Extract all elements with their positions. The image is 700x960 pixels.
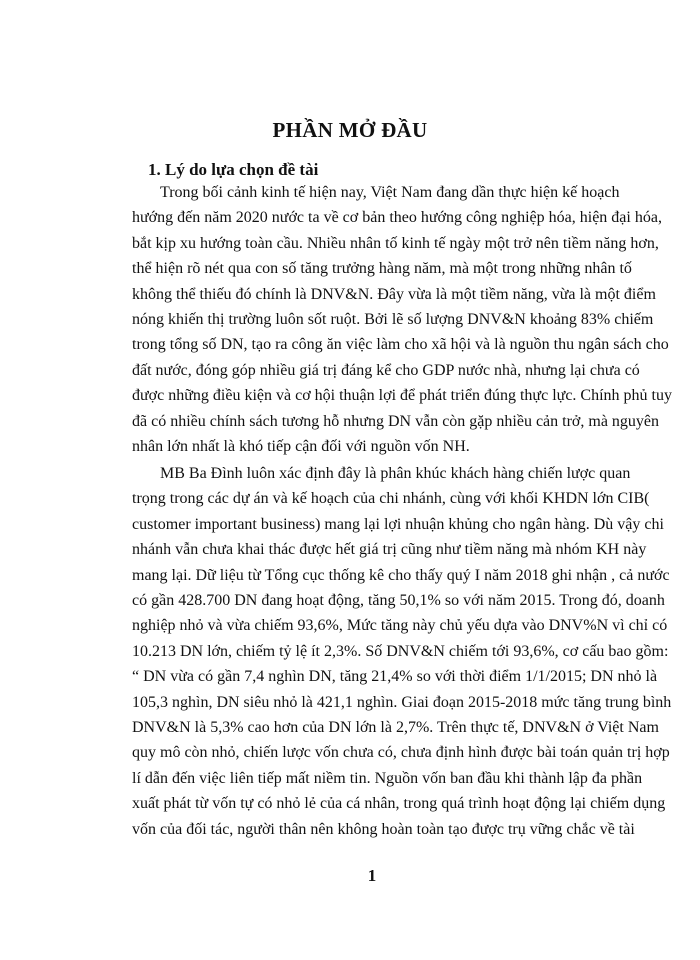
text-line: nghiệp nhỏ và vừa chiếm 93,6%, Mức tăng này chủ yếu dựa vào DNV%N vì chỉ có xyxy=(132,617,668,635)
text-line: 105,3 nghìn, DN siêu nhỏ là 421,1 nghìn. Giai đoạn 2015-2018 mức tăng trung bình xyxy=(132,693,672,711)
paragraph-1 xyxy=(132,180,672,459)
text-line: Trong bối cảnh kinh tế hiện nay, Việt Nam đang dần thực hiện kế hoạch xyxy=(160,184,620,201)
text-line: “ DN vừa có gần 7,4 nghìn DN, tăng 21,4% so với thời điểm 1/1/2015; DN nhỏ là xyxy=(132,668,658,686)
section-heading: 1. Lý do lựa chọn đề tài xyxy=(148,160,319,179)
text-line: 10.213 DN lớn, chiếm tỷ lệ ít 2,3%. Số DNV&N chiếm tới 93,6%, cơ cấu bao gồm: xyxy=(132,642,669,660)
text-line: trong tổng số DN, tạo ra công ăn việc làm cho xã hội và là nguồn thu ngân sách cho xyxy=(132,336,669,354)
text-line: mang lại. Dữ liệu từ Tổng cục thống kê cho thấy quý I năm 2018 ghi nhận , cả nước xyxy=(132,566,670,584)
text-line: customer important business) mang lại lợi nhuận khủng cho ngân hàng. Dù vậy chi xyxy=(132,515,664,533)
text-line: được những điều kiện và cơ hội thuận lợi để phát triển đúng thực lực. Chính phủ tuy xyxy=(132,387,672,405)
text-line: đất nước, đóng góp nhiều giá trị đáng kể cho GDP nước nhà, nhưng lại chưa có xyxy=(132,361,640,379)
text-line: không thể thiếu đó chính là DNV&N. Đây vừa là một tiềm năng, vừa là một điểm xyxy=(132,285,656,303)
text-line: nhánh vẫn chưa khai thác được hết giá trị cũng như tiềm năng mà nhóm KH này xyxy=(132,541,647,559)
text-line: MB Ba Đình luôn xác định đây là phân khúc khách hàng chiến lược quan xyxy=(160,465,631,482)
text-line: DNV&N là 5,3% cao hơn của DN lớn là 2,7%. Trên thực tế, DNV&N ở Việt Nam xyxy=(132,719,659,737)
text-line: đã có nhiều chính sách tương hỗ nhưng DN vẫn còn gặp nhiều cản trở, mà nguyên xyxy=(132,412,660,430)
text-line: có gần 428.700 DN đang hoạt động, tăng 50,1% so với năm 2015. Trong đó, doanh xyxy=(132,592,665,610)
text-line: hướng đến năm 2020 nước ta về cơ bản theo hướng công nghiệp hóa, hiện đại hóa, xyxy=(132,209,662,227)
text-line: nhân lớn nhất là khó tiếp cận đối với nguồn vốn NH. xyxy=(132,438,470,456)
text-line: nóng khiến thị trường luôn sốt ruột. Bởi lẽ số lượng DNV&N khoảng 83% chiếm xyxy=(132,311,654,329)
page-title: PHẦN MỞ ĐẦU xyxy=(272,118,428,142)
paragraph-2 xyxy=(132,461,672,842)
text-line: vốn của đối tác, người thân nên không hoàn toàn tạo được trụ vững chắc về tài xyxy=(132,820,635,838)
text-line: thể hiện rõ nét qua con số tăng trưởng hàng năm, mà một trong những nhân tố xyxy=(132,260,632,278)
text-line: trọng trong các dự án và kế hoạch của chi nhánh, cùng với khối KHDN lớn CIB( xyxy=(132,490,650,508)
page-number: 1 xyxy=(367,866,377,885)
text-line: xuất phát từ vốn tự có nhỏ lẻ của cá nhân, trong quá trình hoạt động lại chiếm dụng xyxy=(132,795,666,813)
text-line: bắt kịp xu hướng toàn cầu. Nhiều nhân tố kinh tế ngày một trở nên tiềm năng hơn, xyxy=(132,234,659,252)
text-line: lí dẫn đến việc liên tiếp mất niềm tin. Nguồn vốn ban đầu khi thành lập đa phần xyxy=(132,769,643,787)
text-line: quy mô còn nhỏ, chiến lược vốn chưa có, chưa định hình được bài toán quản trị hợp xyxy=(132,744,670,762)
